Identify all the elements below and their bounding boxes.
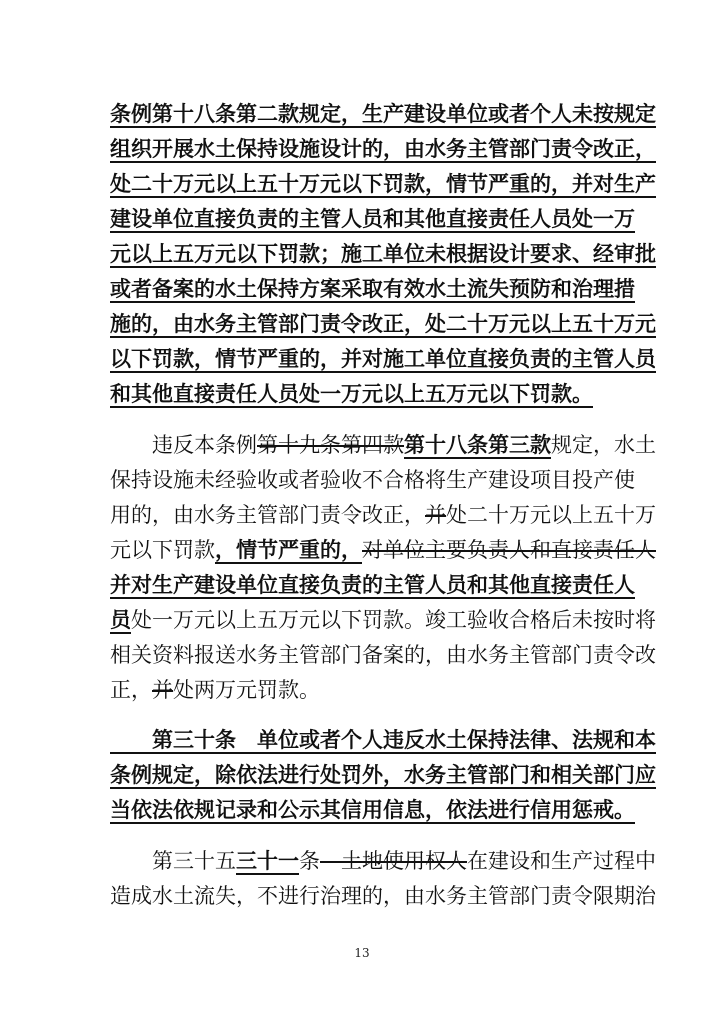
inserted-text: 三十一 xyxy=(236,848,299,873)
text-line xyxy=(110,672,614,708)
text-segment: 条 xyxy=(299,849,320,873)
text-segment: 正， xyxy=(110,678,152,702)
text-line xyxy=(110,722,656,758)
text-line xyxy=(110,271,635,307)
inserted-text: 条例第十八条第二款规定，生产建设单位或者个人未按规定 xyxy=(110,101,656,126)
text-line xyxy=(110,462,635,498)
text-line xyxy=(110,602,656,638)
text-segment: 保持设施未经验收或者验收不合格将生产建设项目投产使 xyxy=(110,468,635,492)
text-line xyxy=(110,96,656,132)
text-line xyxy=(110,376,614,412)
text-line xyxy=(110,532,656,568)
text-segment: 用的，由水务主管部门责令改正， xyxy=(110,503,425,527)
text-line xyxy=(110,497,656,533)
text-segment: 处一万元以上五万元以下罚款。竣工验收合格后未按时将 xyxy=(131,608,656,632)
inserted-text: 和其他直接责任人员处一万元以上五万元以下罚款。 xyxy=(110,381,593,406)
inserted-text: 施的，由水务主管部门责令改正，处二十万元以上五十万元 xyxy=(110,311,656,336)
text-line xyxy=(110,166,656,202)
text-line xyxy=(110,341,656,377)
deleted-text: 并 xyxy=(425,503,446,527)
inserted-text: 第十八条第三款 xyxy=(404,432,551,457)
text-segment: 第三十五 xyxy=(110,849,236,873)
inserted-text: 以下罚款，情节严重的，并对施工单位直接负责的主管人员 xyxy=(110,346,656,371)
inserted-text: 员 xyxy=(110,607,131,632)
inserted-text: ，情节严重的， xyxy=(215,537,362,562)
text-line xyxy=(110,757,656,793)
text-line xyxy=(110,131,656,167)
inserted-text: 元以上五万元以下罚款；施工单位未根据设计要求、经审批 xyxy=(110,241,656,266)
text-segment: 造成水土流失，不进行治理的，由水务主管部门责令限期治 xyxy=(110,884,656,908)
inserted-text: 第三十条 单位或者个人违反水土保持法律、法规和本 xyxy=(110,727,656,752)
inserted-text: 并对生产建设单位直接负责的主管人员和其他直接责任人 xyxy=(110,572,635,597)
text-line xyxy=(110,427,656,463)
deleted-text: 对单位主要负责人和直接责任人 xyxy=(362,538,656,562)
text-line xyxy=(110,236,656,272)
text-line xyxy=(110,843,656,879)
text-line xyxy=(110,306,656,342)
text-segment: 在建设和生产过程中 xyxy=(467,849,656,873)
page-number: 13 xyxy=(354,946,370,960)
text-line xyxy=(110,201,635,237)
deleted-text: 第十九条第四款 xyxy=(257,433,404,457)
text-line xyxy=(110,878,656,914)
inserted-text: 建设单位直接负责的主管人员和其他直接责任人员处一万 xyxy=(110,206,635,231)
text-line xyxy=(110,567,635,603)
text-segment: 规定，水土 xyxy=(551,433,656,457)
text-line xyxy=(110,637,656,673)
inserted-text: 或者备案的水土保持方案采取有效水土流失预防和治理措 xyxy=(110,276,635,301)
inserted-text: 组织开展水土保持设施设计的，由水务主管部门责令改正， xyxy=(110,136,656,161)
text-segment: 元以下罚款 xyxy=(110,538,215,562)
inserted-text: 处二十万元以上五十万元以下罚款，情节严重的，并对生产 xyxy=(110,171,656,196)
text-segment: 相关资料报送水务主管部门备案的，由水务主管部门责令改 xyxy=(110,643,656,667)
text-segment: 处两万元罚款。 xyxy=(173,678,320,702)
deleted-text: 土地使用权人 xyxy=(320,849,467,873)
text-segment: 违反本条例 xyxy=(110,433,257,457)
deleted-text: 并 xyxy=(152,678,173,702)
inserted-text: 当依法依规记录和公示其信用信息，依法进行信用惩戒。 xyxy=(110,797,635,822)
text-segment: 处二十万元以上五十万 xyxy=(446,503,656,527)
inserted-text: 条例规定，除依法进行处罚外，水务主管部门和相关部门应 xyxy=(110,762,656,787)
text-line xyxy=(110,792,635,828)
